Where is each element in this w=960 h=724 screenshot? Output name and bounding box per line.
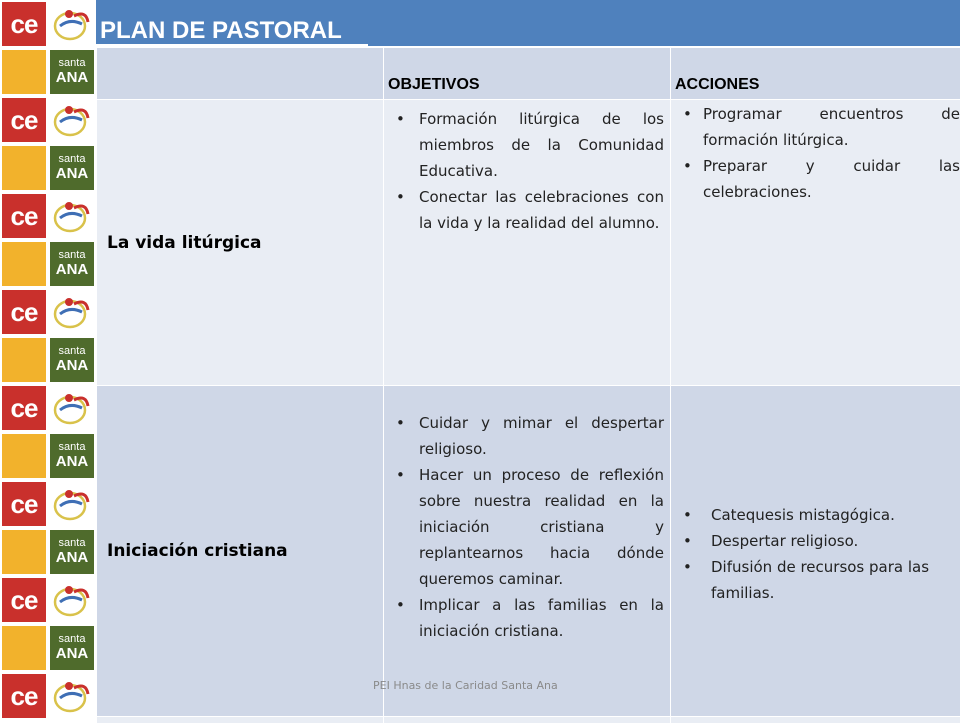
acciones-cell xyxy=(671,386,960,717)
logo-block xyxy=(0,480,96,576)
ce-logo: ce xyxy=(2,578,46,622)
objetivos-cell xyxy=(384,386,671,717)
yellow-square xyxy=(2,50,46,94)
logo-block xyxy=(0,288,96,384)
logo-block xyxy=(0,0,96,96)
yellow-square xyxy=(2,626,46,670)
yellow-square xyxy=(2,242,46,286)
ce-logo: ce xyxy=(2,2,46,46)
santa-ana-logo: santa ANA xyxy=(50,530,94,574)
row-label: Iniciación cristiana xyxy=(97,541,383,561)
objetivos-cell xyxy=(384,100,671,386)
logo-block xyxy=(0,96,96,192)
row-label-cell xyxy=(97,386,384,717)
table-header-row xyxy=(97,48,960,100)
acciones-list xyxy=(671,496,960,606)
ce-logo: ce xyxy=(2,386,46,430)
list-item: • Preparar y cuidar las celebraciones. xyxy=(671,153,960,205)
santa-ana-logo: santa ANA xyxy=(50,242,94,286)
page-title: PLAN DE PASTORAL xyxy=(100,16,342,46)
acciones-list xyxy=(671,100,960,205)
emblem-icon xyxy=(52,100,92,140)
logo-block xyxy=(0,384,96,480)
acciones-cell xyxy=(671,100,960,386)
yellow-square xyxy=(2,530,46,574)
list-item: • Despertar religioso. xyxy=(671,528,960,554)
title-bar xyxy=(96,0,960,46)
header-objetivos: OBJETIVOS xyxy=(384,48,671,100)
logo-block xyxy=(0,192,96,288)
yellow-square xyxy=(2,146,46,190)
yellow-square xyxy=(2,338,46,382)
list-item: • Cuidar y mimar el despertar religioso. xyxy=(384,410,670,462)
header-cell-empty xyxy=(97,48,384,100)
santa-ana-logo: santa ANA xyxy=(50,338,94,382)
ce-logo: ce xyxy=(2,98,46,142)
table-row xyxy=(97,100,960,386)
santa-ana-logo: santa ANA xyxy=(50,434,94,478)
ce-logo: ce xyxy=(2,194,46,238)
list-item: • Hacer un proceso de reflexión sobre nuestra realidad en la iniciación cristiana y replantearnos hacia dónde queremos caminar. xyxy=(384,462,670,592)
row-label-cell xyxy=(97,100,384,386)
objetivos-list xyxy=(384,386,670,644)
logo-strip xyxy=(0,0,96,720)
empty-cell xyxy=(384,717,671,724)
ce-logo: ce xyxy=(2,482,46,526)
list-item: • Conectar las celebraciones con la vida y la realidad del alumno. xyxy=(384,184,670,236)
ce-logo: ce xyxy=(2,674,46,718)
emblem-icon xyxy=(52,484,92,524)
list-item: • Implicar a las familias en la iniciación cristiana. xyxy=(384,592,670,644)
emblem-icon xyxy=(52,388,92,428)
header-acciones: ACCIONES xyxy=(671,48,960,100)
list-item: • Programar encuentros de formación litúrgica. xyxy=(671,101,960,153)
list-item: • Formación litúrgica de los miembros de la Comunidad Educativa. xyxy=(384,106,670,184)
emblem-icon xyxy=(52,580,92,620)
empty-cell xyxy=(97,717,384,724)
ce-logo: ce xyxy=(2,290,46,334)
santa-ana-logo: santa ANA xyxy=(50,626,94,670)
emblem-icon xyxy=(52,292,92,332)
emblem-icon xyxy=(52,676,92,716)
emblem-icon xyxy=(52,196,92,236)
logo-block xyxy=(0,672,96,720)
pastoral-plan-table xyxy=(96,47,960,724)
yellow-square xyxy=(2,434,46,478)
logo-block xyxy=(0,576,96,672)
list-item: • Difusión de recursos para las familias. xyxy=(671,554,960,606)
emblem-icon xyxy=(52,4,92,44)
santa-ana-logo: santa ANA xyxy=(50,146,94,190)
santa-ana-logo: santa ANA xyxy=(50,50,94,94)
table-row xyxy=(97,386,960,717)
empty-cell xyxy=(671,717,960,724)
list-item: • Catequesis mistagógica. xyxy=(671,502,960,528)
row-label: La vida litúrgica xyxy=(97,233,383,253)
footer-text: PEI Hnas de la Caridad Santa Ana xyxy=(373,679,558,692)
table-row-empty xyxy=(97,717,960,724)
objetivos-list xyxy=(384,100,670,236)
